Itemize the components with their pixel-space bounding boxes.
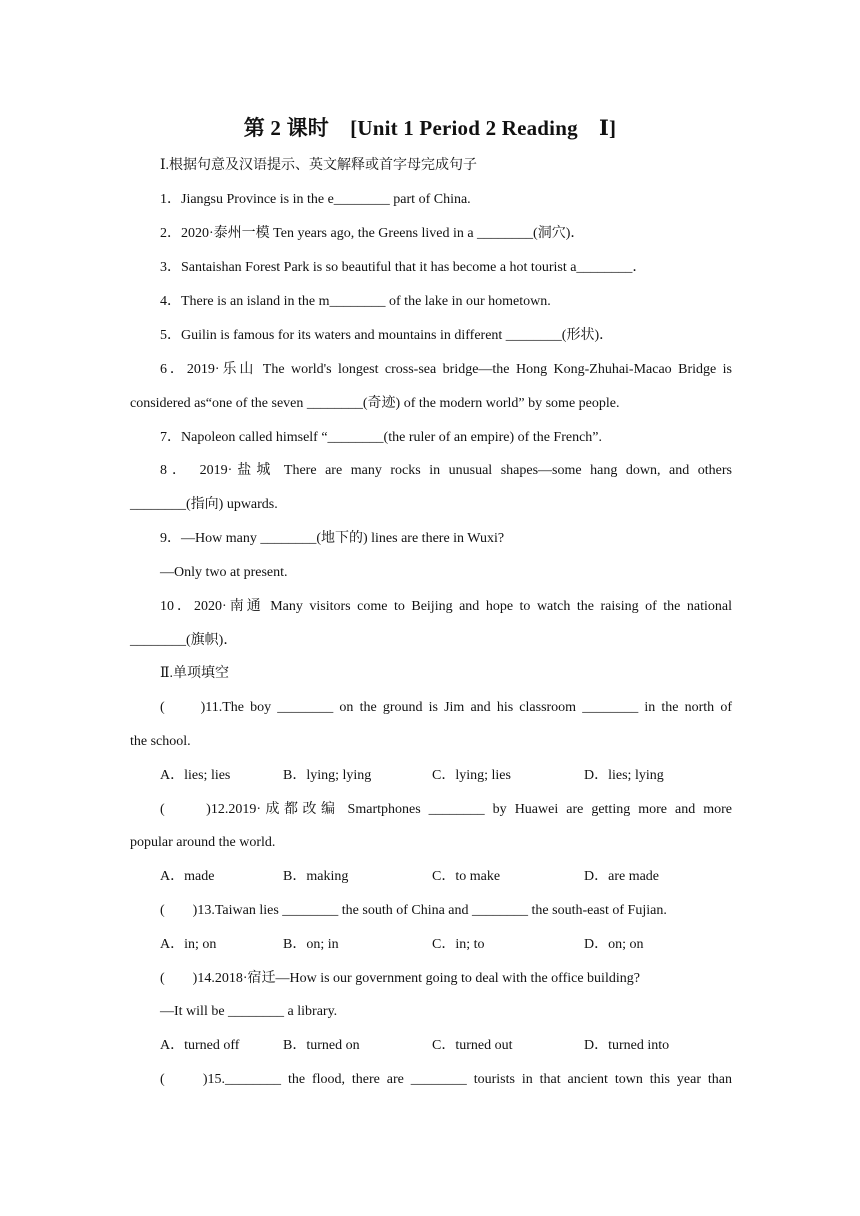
question-9-line-2: —Only two at present. — [160, 565, 288, 580]
section2-heading: Ⅱ.单项填空 — [160, 666, 230, 681]
section1-heading: Ⅰ.根据句意及汉语提示、英文解释或首字母完成句子 — [160, 158, 478, 173]
question-10-line-1: 10．2020·南通 Many visitors come to Beijing and hope to watch the raising of the national — [160, 599, 732, 614]
page-title: 第 2 课时 [Unit 1 Period 2 Reading Ⅰ] — [243, 116, 617, 140]
question-11-line-1: ( )11.The boy ________ on the ground is Jim and his classroom ________ in the north of — [160, 700, 732, 715]
option-d[interactable]: D．are made — [584, 869, 660, 884]
option-c[interactable]: C．to make — [432, 869, 501, 884]
option-d[interactable]: D．lies; lying — [584, 768, 664, 783]
option-b[interactable]: B．turned on — [283, 1038, 360, 1053]
option-a[interactable]: A．in; on — [160, 937, 217, 952]
question-1: 1．Jiangsu Province is in the e________ part of China. — [160, 192, 471, 207]
option-d[interactable]: D．turned into — [584, 1038, 670, 1053]
question-12-options — [160, 867, 732, 887]
question-14-line-1: ( )14.2018·宿迁—How is our government going to deal with the office building? — [160, 971, 640, 986]
question-11-options — [160, 766, 732, 786]
option-d[interactable]: D．on; on — [584, 937, 644, 952]
option-a[interactable]: A．made — [160, 869, 215, 884]
option-c[interactable]: C．turned out — [432, 1038, 513, 1053]
option-b[interactable]: B．lying; lying — [283, 768, 372, 783]
question-12-line-2: popular around the world. — [130, 835, 276, 850]
question-13-options — [160, 935, 732, 955]
question-12-line-1: ( )12.2019·成都改编 Smartphones ________ by Huawei are getting more and more — [160, 802, 732, 817]
question-2: 2．2020·泰州一模 Ten years ago, the Greens lived in a ________(洞穴)． — [160, 226, 585, 241]
question-11-line-2: the school. — [130, 734, 191, 749]
option-b[interactable]: B．on; in — [283, 937, 339, 952]
option-c[interactable]: C．lying; lies — [432, 768, 511, 783]
question-3: 3．Santaishan Forest Park is so beautiful that it has become a hot tourist a________． — [160, 260, 647, 275]
question-6-line-1: 6．2019·乐山 The world's longest cross-sea bridge—the Hong Kong-Zhuhai-Macao Bridge is — [160, 362, 732, 377]
question-4: 4．There is an island in the m________ of the lake in our hometown. — [160, 294, 551, 309]
question-8-line-1: 8． 2019·盐城 There are many rocks in unusual shapes—some hang down, and others — [160, 463, 732, 478]
question-5: 5．Guilin is famous for its waters and mountains in different ________(形状)． — [160, 328, 614, 343]
option-b[interactable]: B．making — [283, 869, 349, 884]
question-10-line-2: ________(旗帜)． — [130, 633, 238, 648]
option-a[interactable]: A．lies; lies — [160, 768, 231, 783]
question-9-line-1: 9．—How many ________(地下的) lines are there in Wuxi? — [160, 531, 505, 546]
question-6-line-2: considered as“one of the seven ________(奇迹) of the modern world” by some people. — [130, 396, 620, 411]
option-c[interactable]: C．in; to — [432, 937, 485, 952]
question-13-line-1: ( )13.Taiwan lies ________ the south of China and ________ the south-east of Fujian. — [160, 903, 667, 918]
question-8-line-2: ________(指向) upwards. — [130, 497, 278, 512]
question-14-line-2: —It will be ________ a library. — [160, 1004, 338, 1019]
question-14-options — [160, 1036, 732, 1056]
option-a[interactable]: A．turned off — [160, 1038, 240, 1053]
question-7: 7．Napoleon called himself “________(the ruler of an empire) of the French”. — [160, 430, 603, 445]
question-15-line-1: ( )15.________ the flood, there are ________ tourists in that ancient town this year than — [160, 1072, 732, 1087]
